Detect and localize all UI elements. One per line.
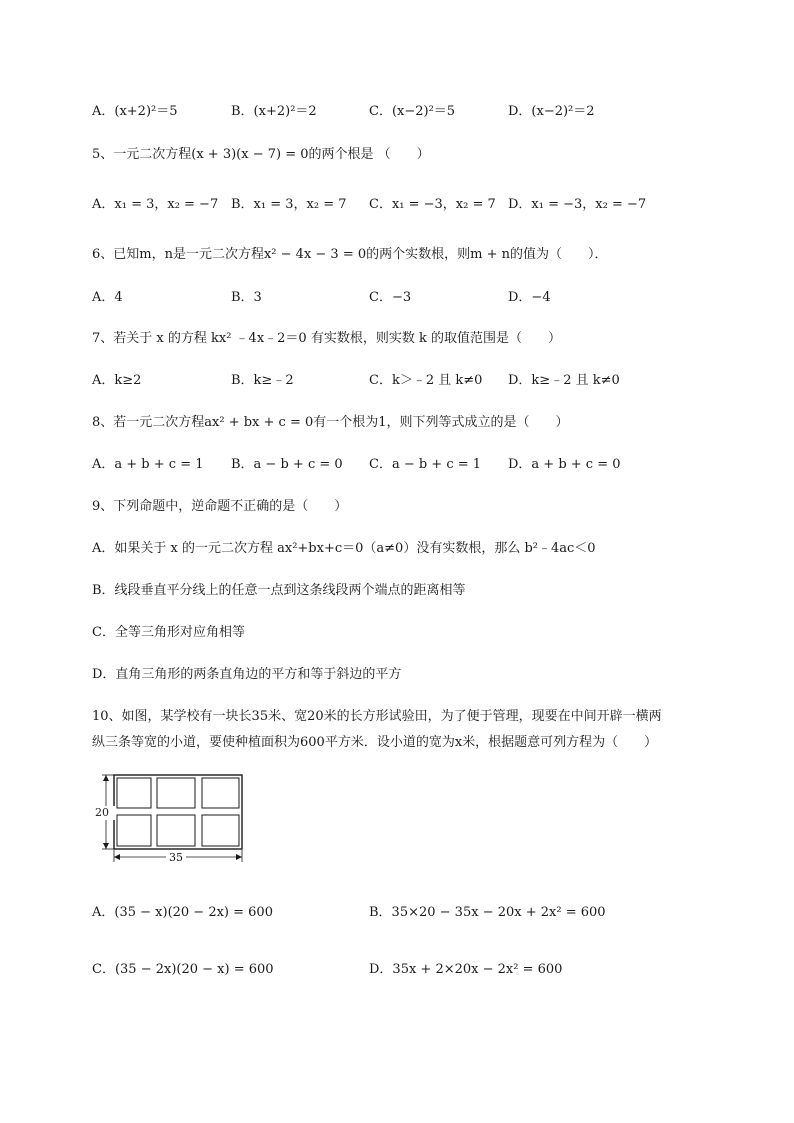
q5-option-a: A．x₁ = 3，x₂ = −7 [92, 197, 219, 212]
plot [117, 778, 151, 808]
plot [202, 778, 239, 808]
plot [117, 815, 151, 846]
plot [202, 815, 239, 846]
q9-option-a: A．如果关于 x 的一元二次方程 ax²+bx+c＝0（a≠0）没有实数根，那么 b²﹣4ac＜0 [92, 541, 596, 556]
plot [157, 815, 195, 846]
q5-option-d: D．x₁ = −3，x₂ = −7 [508, 197, 647, 212]
q7-option-a: A．k≥2 [92, 373, 142, 388]
q10-stem-line1: 10、如图，某学校有一块长35米、宽20米的长方形试验田，为了便于管理，现要在中间开辟一横两 [92, 709, 662, 724]
plot [157, 778, 195, 808]
q6-option-b: B．3 [231, 290, 262, 305]
arrow-down-icon [103, 843, 109, 849]
arrow-up-icon [103, 775, 109, 781]
q8-option-a: A．a + b + c = 1 [92, 457, 204, 472]
q7-option-c: C．k＞﹣2 且 k≠0 [369, 373, 483, 388]
q8-option-b: B．a − b + c = 0 [231, 457, 343, 472]
q6-stem: 6、已知m，n是一元二次方程x² − 4x − 3 = 0的两个实数根，则m + n的值为（ ）． [92, 247, 608, 262]
q9-option-b: B．线段垂直平分线上的任意一点到这条线段两个端点的距离相等 [92, 583, 466, 598]
q4-option-d: D．(x−2)²＝2 [508, 104, 595, 119]
q4-option-c: C．(x−2)²＝5 [369, 104, 456, 119]
q4-option-b: B．(x+2)²＝2 [231, 104, 317, 119]
q5-option-c: C．x₁ = −3，x₂ = 7 [369, 197, 496, 212]
q8-stem: 8、若一元二次方程ax² + bx + c = 0有一个根为1，则下列等式成立的是（ ） [92, 415, 569, 430]
q7-option-b: B．k≥﹣2 [231, 373, 294, 388]
q9-stem: 9、下列命题中，逆命题不正确的是（ ） [92, 499, 348, 514]
q6-option-d: D．−4 [508, 290, 551, 305]
q8-option-c: C．a − b + c = 1 [369, 457, 482, 472]
arrow-left-icon [114, 854, 120, 860]
q9-option-c: C．全等三角形对应角相等 [92, 625, 245, 640]
q5-stem: 5、一元二次方程(x + 3)(x − 7) = 0的两个根是 （ ） [92, 147, 430, 162]
width-label: 35 [169, 851, 183, 864]
q8-option-d: D．a + b + c = 0 [508, 457, 621, 472]
q6-option-a: A．4 [92, 290, 123, 305]
q10-stem-line2: 纵三条等宽的小道，要使种植面积为600平方米．设小道的宽为x米，根据题意可列方程为（ ） [92, 735, 658, 750]
q10-option-c: C．(35 − 2x)(20 − x) = 600 [92, 962, 274, 977]
q6-option-c: C．−3 [369, 290, 412, 305]
q4-option-a: A．(x+2)²＝5 [92, 104, 178, 119]
q5-option-b: B．x₁ = 3，x₂ = 7 [231, 197, 347, 212]
q9-option-d: D．直角三角形的两条直角边的平方和等于斜边的平方 [92, 667, 402, 682]
field-outline [114, 775, 242, 849]
q7-option-d: D．k≥﹣2 且 k≠0 [508, 373, 620, 388]
q10-option-d: D．35x + 2×20x − 2x² = 600 [369, 962, 563, 977]
q7-stem: 7、若关于 x 的方程 kx² ﹣4x﹣2＝0 有实数根，则实数 k 的取值范围是（ ） [92, 331, 561, 346]
field-diagram [92, 768, 252, 868]
q10-option-b: B．35×20 − 35x − 20x + 2x² = 600 [369, 905, 606, 920]
q10-option-a: A．(35 − x)(20 − 2x) = 600 [92, 905, 273, 920]
height-label: 20 [95, 806, 109, 819]
arrow-right-icon [236, 854, 242, 860]
